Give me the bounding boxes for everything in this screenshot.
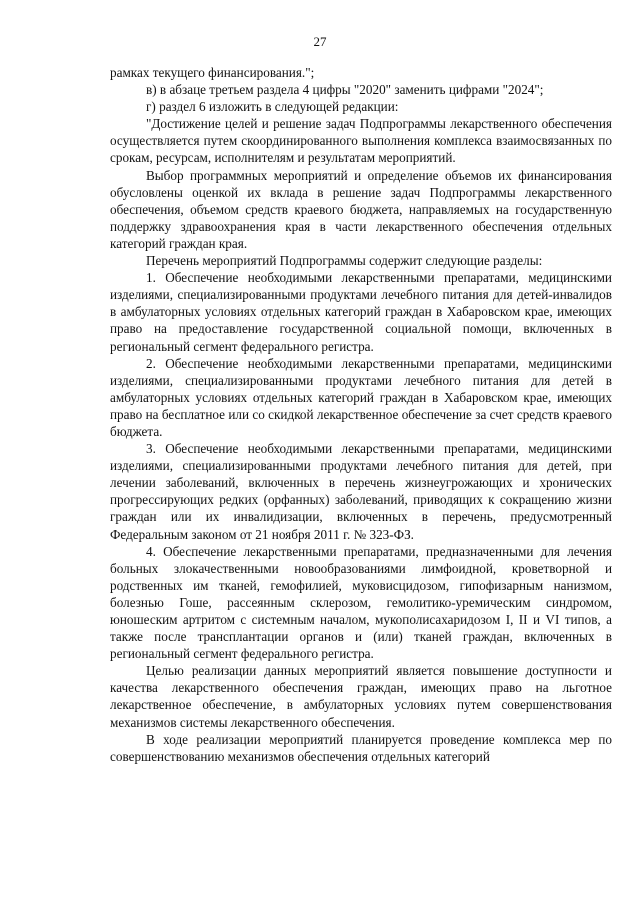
paragraph-section-3: 3. Обеспечение необходимыми лекарственными препаратами, медицинскими изделиями, специализированными продуктами лечебного питания для детей, при лечении заболеваний, включенных в перечень жизнеугрожающих и хронических прогрессирующих редких (орфанных) заболеваний, приводящих к сокращению жизни граждан или их инвалидизации, включенных в перечень, предусмотренный Федеральным законом от 21 ноября 2011 г. № 323-ФЗ. <box>110 441 612 542</box>
page-number: 27 <box>313 34 327 49</box>
paragraph-section-2: 2. Обеспечение необходимыми лекарственными препаратами, медицинскими изделиями, специализированными продуктами лечебного питания для детей в амбулаторных условиях отдельных категорий граждан в Хабаровском крае, имеющих право на бесплатное или со скидкой лекарственное обеспечение за счет средств краевого бюджета. <box>110 355 612 439</box>
paragraph-implementation: В ходе реализации мероприятий планируется проведение комплекса мер по совершенствованию механизмов обеспечения отдельных категорий <box>110 731 612 764</box>
document-body <box>110 64 612 765</box>
paragraph-section-4: 4. Обеспечение лекарственными препаратами, предназначенными для лечения больных злокачественными новообразованиями лимфоидной, кроветворной и родственных им тканей, гемофилией, муковисцидозом, гипофизарным нанизмом, болезнью Гоше, рассеянным склерозом, гемолитико-уремическим синдромом, юношеским артритом с системным началом, мукополисахаридозом I, II и VI типов, а также после трансплантации органов и (или) тканей граждан, включенных в региональный сегмент федерального регистра. <box>110 543 612 662</box>
paragraph-section-1: 1. Обеспечение необходимыми лекарственными препаратами, медицинскими изделиями, специализированными продуктами лечебного питания для детей-инвалидов в амбулаторных условиях отдельных категорий граждан в Хабаровском крае, имеющих право на предоставление государственной социальной помощи, включенных в региональный сегмент федерального регистра. <box>110 270 612 354</box>
paragraph-goals: "Достижение целей и решение задач Подпрограммы лекарственного обеспечения осуществляется путем скоординированного выполнения комплекса взаимосвязанных по срокам, ресурсам, исполнителям и результатам мероприятий. <box>110 116 612 166</box>
paragraph-selection: Выбор программных мероприятий и определение объемов их финансирования обусловлены оценкой их вклада в решение задач Подпрограммы лекарственного обеспечения, объемом средств краевого бюджета, направляемых на государственную поддержку здравоохранения края в части лекарственного обеспечения отдельных категорий граждан края. <box>110 167 612 251</box>
paragraph-continuation: рамках текущего финансирования."; <box>110 65 315 80</box>
paragraph-amendment-g: г) раздел 6 изложить в следующей редакции: <box>146 99 399 115</box>
paragraph-purpose: Целью реализации данных мероприятий является повышение доступности и качества лекарственного обеспечения граждан, имеющих право на льготное лекарственное обеспечение, в амбулаторных условиях путем совершенствования механизмов системы лекарственного обеспечения. <box>110 663 612 730</box>
paragraph-sections-intro: Перечень мероприятий Подпрограммы содержит следующие разделы: <box>146 253 543 269</box>
paragraph-amendment-v: в) в абзаце третьем раздела 4 цифры "2020" заменить цифрами "2024"; <box>146 82 544 98</box>
